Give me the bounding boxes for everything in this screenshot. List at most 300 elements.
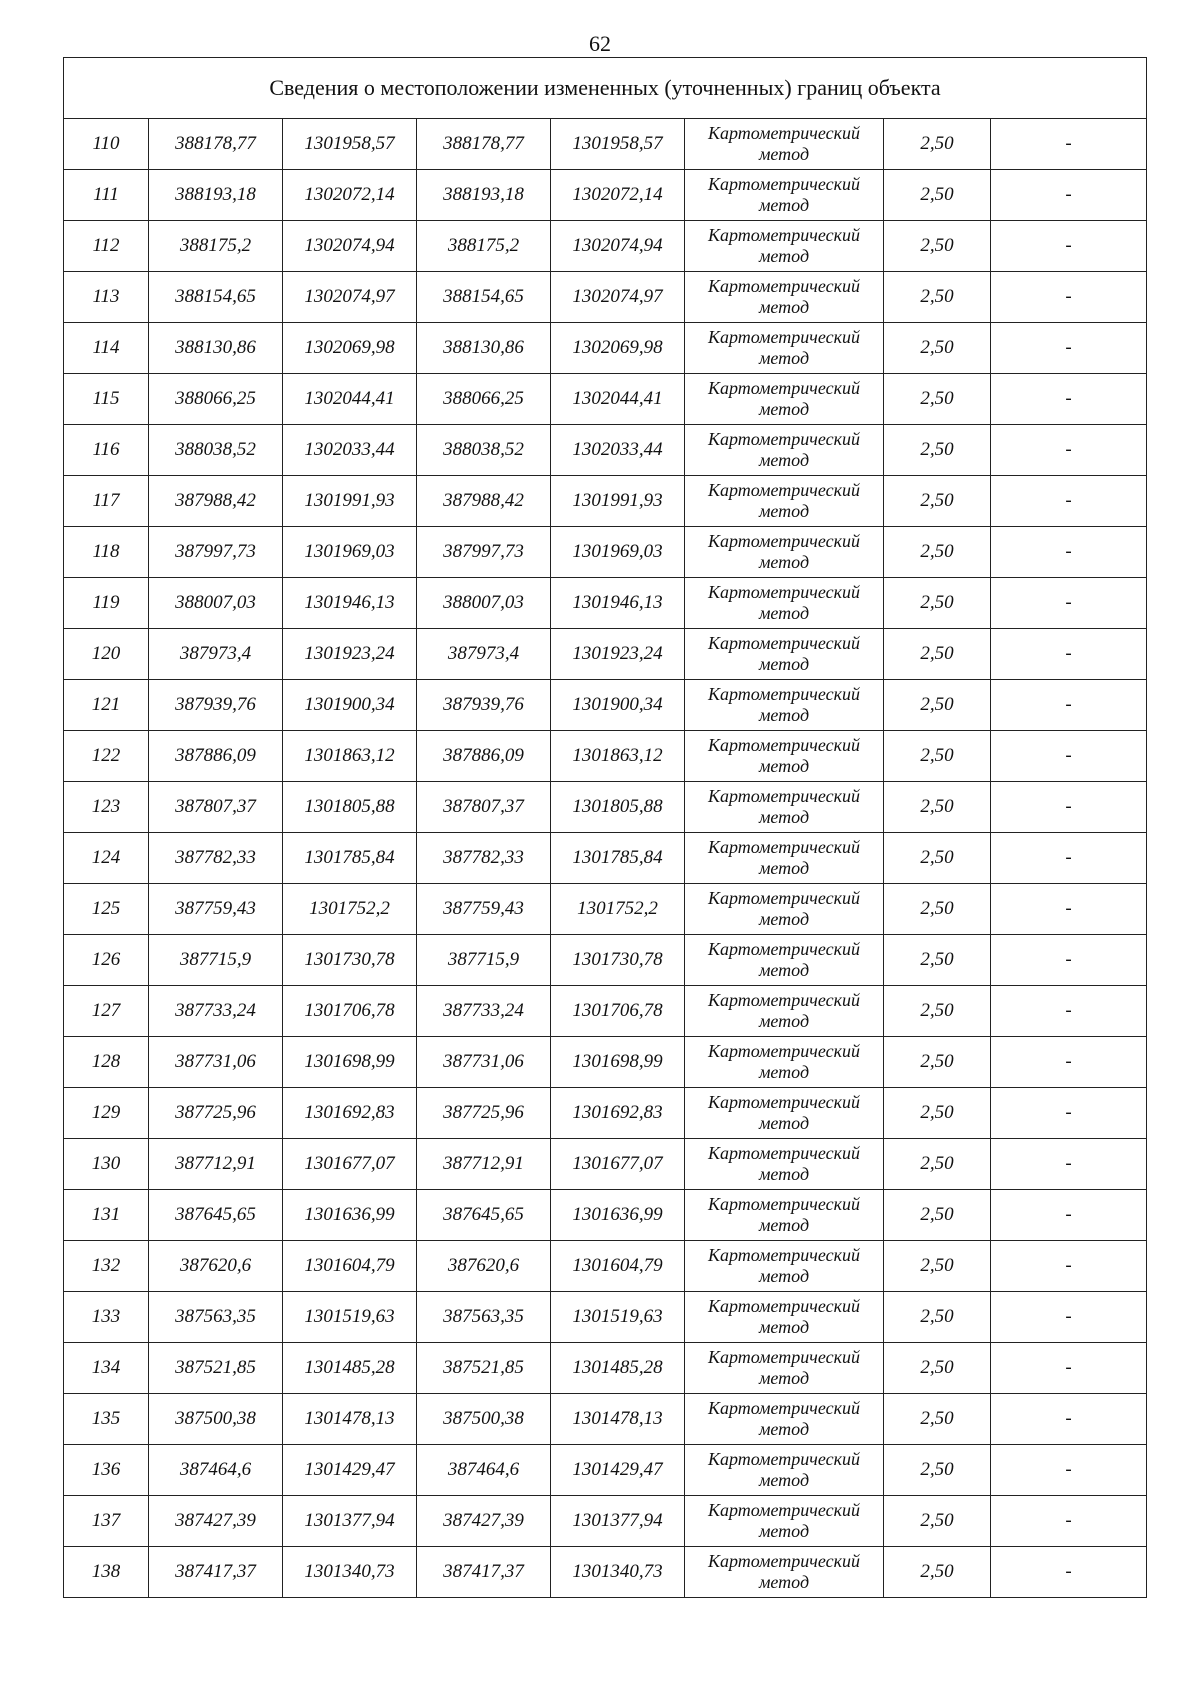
existing-y-cell: 1301900,34 [283,680,417,731]
accuracy-cell: 2,50 [884,1343,991,1394]
new-y-cell: 1301636,99 [551,1190,685,1241]
new-x-cell: 387939,76 [417,680,551,731]
accuracy-cell: 2,50 [884,1394,991,1445]
table-row [64,680,1147,731]
point-number-cell: 111 [64,170,149,221]
method-line-1: Картометрический [707,1347,860,1367]
existing-x-cell: 388066,25 [149,374,283,425]
new-x-cell: 387731,06 [417,1037,551,1088]
existing-x-cell: 387620,6 [149,1241,283,1292]
new-x-cell: 387759,43 [417,884,551,935]
point-number-cell: 122 [64,731,149,782]
new-x-cell: 387782,33 [417,833,551,884]
existing-x-cell: 387997,73 [149,527,283,578]
method-cell [685,1037,884,1088]
table-row [64,1241,1147,1292]
accuracy-cell: 2,50 [884,629,991,680]
accuracy-cell: 2,50 [884,1445,991,1496]
method-cell [685,629,884,680]
existing-y-cell: 1301863,12 [283,731,417,782]
method-line-2: метод [758,756,810,776]
accuracy-cell: 2,50 [884,374,991,425]
new-x-cell: 387645,65 [417,1190,551,1241]
table-row [64,1190,1147,1241]
existing-y-cell: 1301429,47 [283,1445,417,1496]
existing-x-cell: 387521,85 [149,1343,283,1394]
existing-y-cell: 1302033,44 [283,425,417,476]
method-line-1: Картометрический [707,480,860,500]
new-y-cell: 1301900,34 [551,680,685,731]
new-y-cell: 1301485,28 [551,1343,685,1394]
new-y-cell: 1301698,99 [551,1037,685,1088]
point-number-cell: 117 [64,476,149,527]
table-row [64,1292,1147,1343]
new-y-cell: 1301991,93 [551,476,685,527]
new-x-cell: 387464,6 [417,1445,551,1496]
existing-y-cell: 1301636,99 [283,1190,417,1241]
table-row [64,1445,1147,1496]
existing-x-cell: 387427,39 [149,1496,283,1547]
description-cell: - [991,1445,1147,1496]
new-y-cell: 1301785,84 [551,833,685,884]
new-y-cell: 1301677,07 [551,1139,685,1190]
accuracy-cell: 2,50 [884,1292,991,1343]
new-x-cell: 387417,37 [417,1547,551,1598]
description-cell: - [991,884,1147,935]
new-y-cell: 1301805,88 [551,782,685,833]
description-cell: - [991,425,1147,476]
existing-x-cell: 387563,35 [149,1292,283,1343]
method-line-1: Картометрический [707,786,860,806]
description-cell: - [991,170,1147,221]
new-x-cell: 387427,39 [417,1496,551,1547]
existing-x-cell: 387886,09 [149,731,283,782]
new-y-cell: 1301946,13 [551,578,685,629]
method-line-1: Картометрический [707,888,860,908]
method-cell [685,374,884,425]
method-line-2: метод [758,909,810,929]
description-cell: - [991,1292,1147,1343]
accuracy-cell: 2,50 [884,578,991,629]
new-x-cell: 387733,24 [417,986,551,1037]
existing-x-cell: 387973,4 [149,629,283,680]
new-x-cell: 387886,09 [417,731,551,782]
new-y-cell: 1301752,2 [551,884,685,935]
existing-y-cell: 1301706,78 [283,986,417,1037]
method-line-2: метод [758,1368,810,1388]
method-line-2: метод [758,1164,810,1184]
method-line-1: Картометрический [707,684,860,704]
table-row [64,1547,1147,1598]
point-number-cell: 124 [64,833,149,884]
description-cell: - [991,935,1147,986]
page-number: 62 [589,31,611,56]
existing-x-cell: 387464,6 [149,1445,283,1496]
accuracy-cell: 2,50 [884,1496,991,1547]
table-row [64,1343,1147,1394]
existing-x-cell: 388130,86 [149,323,283,374]
existing-y-cell: 1301604,79 [283,1241,417,1292]
method-cell [685,1292,884,1343]
point-number-cell: 136 [64,1445,149,1496]
existing-x-cell: 388193,18 [149,170,283,221]
existing-x-cell: 387725,96 [149,1088,283,1139]
method-cell [685,527,884,578]
point-number-cell: 114 [64,323,149,374]
method-line-2: метод [758,858,810,878]
point-number-cell: 137 [64,1496,149,1547]
existing-y-cell: 1301485,28 [283,1343,417,1394]
point-number-cell: 133 [64,1292,149,1343]
existing-y-cell: 1301752,2 [283,884,417,935]
method-line-2: метод [758,1317,810,1337]
table-row [64,833,1147,884]
point-number-cell: 113 [64,272,149,323]
method-cell [685,935,884,986]
method-line-2: метод [758,1113,810,1133]
table-row [64,1496,1147,1547]
new-x-cell: 388038,52 [417,425,551,476]
new-y-cell: 1301958,57 [551,119,685,170]
table-row [64,1088,1147,1139]
new-x-cell: 387500,38 [417,1394,551,1445]
description-cell: - [991,986,1147,1037]
point-number-cell: 125 [64,884,149,935]
point-number-cell: 119 [64,578,149,629]
method-line-1: Картометрический [707,225,860,245]
existing-x-cell: 387712,91 [149,1139,283,1190]
new-x-cell: 387521,85 [417,1343,551,1394]
method-line-1: Картометрический [707,1092,860,1112]
new-x-cell: 387725,96 [417,1088,551,1139]
method-line-2: метод [758,705,810,725]
new-x-cell: 388175,2 [417,221,551,272]
point-number-cell: 129 [64,1088,149,1139]
table-row [64,374,1147,425]
table-title-row [64,58,1147,119]
new-y-cell: 1301706,78 [551,986,685,1037]
new-x-cell: 387807,37 [417,782,551,833]
table-row [64,119,1147,170]
table-row [64,935,1147,986]
existing-y-cell: 1301946,13 [283,578,417,629]
method-line-1: Картометрический [707,1041,860,1061]
accuracy-cell: 2,50 [884,425,991,476]
new-y-cell: 1301730,78 [551,935,685,986]
method-line-2: метод [758,603,810,623]
new-x-cell: 387715,9 [417,935,551,986]
new-y-cell: 1301478,13 [551,1394,685,1445]
method-cell [685,680,884,731]
new-y-cell: 1301377,94 [551,1496,685,1547]
accuracy-cell: 2,50 [884,527,991,578]
method-cell [685,986,884,1037]
method-cell [685,833,884,884]
existing-y-cell: 1301785,84 [283,833,417,884]
new-y-cell: 1302074,97 [551,272,685,323]
existing-x-cell: 387807,37 [149,782,283,833]
method-line-2: метод [758,297,810,317]
method-cell [685,578,884,629]
table-row [64,884,1147,935]
existing-x-cell: 388007,03 [149,578,283,629]
existing-x-cell: 388038,52 [149,425,283,476]
accuracy-cell: 2,50 [884,731,991,782]
method-line-1: Картометрический [707,1194,860,1214]
existing-y-cell: 1301677,07 [283,1139,417,1190]
method-line-2: метод [758,1215,810,1235]
method-line-1: Картометрический [707,1143,860,1163]
method-cell [685,323,884,374]
method-line-1: Картометрический [707,276,860,296]
method-line-2: метод [758,144,810,164]
point-number-cell: 131 [64,1190,149,1241]
existing-y-cell: 1301340,73 [283,1547,417,1598]
description-cell: - [991,272,1147,323]
new-y-cell: 1301429,47 [551,1445,685,1496]
point-number-cell: 110 [64,119,149,170]
method-line-2: метод [758,450,810,470]
table-row [64,731,1147,782]
point-number-cell: 128 [64,1037,149,1088]
existing-x-cell: 387759,43 [149,884,283,935]
method-line-1: Картометрический [707,1245,860,1265]
accuracy-cell: 2,50 [884,1241,991,1292]
existing-y-cell: 1301692,83 [283,1088,417,1139]
table-row [64,578,1147,629]
point-number-cell: 120 [64,629,149,680]
accuracy-cell: 2,50 [884,476,991,527]
method-cell [685,1445,884,1496]
description-cell: - [991,731,1147,782]
description-cell: - [991,527,1147,578]
existing-y-cell: 1301969,03 [283,527,417,578]
accuracy-cell: 2,50 [884,119,991,170]
method-line-1: Картометрический [707,837,860,857]
accuracy-cell: 2,50 [884,170,991,221]
accuracy-cell: 2,50 [884,935,991,986]
method-line-1: Картометрический [707,174,860,194]
table-row [64,425,1147,476]
method-line-2: метод [758,246,810,266]
method-cell [685,1088,884,1139]
table-row [64,1037,1147,1088]
method-line-2: метод [758,1266,810,1286]
accuracy-cell: 2,50 [884,680,991,731]
new-x-cell: 388154,65 [417,272,551,323]
point-number-cell: 118 [64,527,149,578]
method-cell [685,170,884,221]
new-y-cell: 1301604,79 [551,1241,685,1292]
point-number-cell: 134 [64,1343,149,1394]
point-number-cell: 132 [64,1241,149,1292]
accuracy-cell: 2,50 [884,986,991,1037]
description-cell: - [991,1547,1147,1598]
point-number-cell: 126 [64,935,149,986]
existing-x-cell: 387500,38 [149,1394,283,1445]
method-line-2: метод [758,1521,810,1541]
description-cell: - [991,374,1147,425]
existing-y-cell: 1301923,24 [283,629,417,680]
method-line-1: Картометрический [707,1551,860,1571]
description-cell: - [991,1088,1147,1139]
new-x-cell: 387563,35 [417,1292,551,1343]
existing-x-cell: 387715,9 [149,935,283,986]
existing-y-cell: 1301377,94 [283,1496,417,1547]
method-cell [685,1547,884,1598]
existing-y-cell: 1301991,93 [283,476,417,527]
method-cell [685,1241,884,1292]
method-line-1: Картометрический [707,1500,860,1520]
point-number-cell: 135 [64,1394,149,1445]
description-cell: - [991,323,1147,374]
new-x-cell: 387620,6 [417,1241,551,1292]
table-row [64,629,1147,680]
accuracy-cell: 2,50 [884,782,991,833]
new-y-cell: 1301969,03 [551,527,685,578]
description-cell: - [991,221,1147,272]
existing-y-cell: 1301519,63 [283,1292,417,1343]
new-y-cell: 1301340,73 [551,1547,685,1598]
description-cell: - [991,680,1147,731]
method-cell [685,782,884,833]
description-cell: - [991,1394,1147,1445]
method-cell [685,884,884,935]
description-cell: - [991,629,1147,680]
table-row [64,476,1147,527]
accuracy-cell: 2,50 [884,1190,991,1241]
method-line-2: метод [758,654,810,674]
method-cell [685,476,884,527]
method-line-1: Картометрический [707,1449,860,1469]
accuracy-cell: 2,50 [884,1139,991,1190]
description-cell: - [991,782,1147,833]
existing-y-cell: 1301958,57 [283,119,417,170]
new-x-cell: 387712,91 [417,1139,551,1190]
table-row [64,1139,1147,1190]
point-number-cell: 123 [64,782,149,833]
description-cell: - [991,1037,1147,1088]
new-y-cell: 1301519,63 [551,1292,685,1343]
method-line-1: Картометрический [707,327,860,347]
accuracy-cell: 2,50 [884,833,991,884]
boundary-coordinates-table [63,57,1147,1598]
description-cell: - [991,578,1147,629]
point-number-cell: 138 [64,1547,149,1598]
accuracy-cell: 2,50 [884,1037,991,1088]
method-cell [685,119,884,170]
new-y-cell: 1302044,41 [551,374,685,425]
table-row [64,1394,1147,1445]
description-cell: - [991,476,1147,527]
method-cell [685,272,884,323]
method-line-1: Картометрический [707,735,860,755]
point-number-cell: 115 [64,374,149,425]
point-number-cell: 121 [64,680,149,731]
description-cell: - [991,1241,1147,1292]
existing-y-cell: 1302074,94 [283,221,417,272]
method-cell [685,425,884,476]
method-cell [685,1190,884,1241]
method-line-1: Картометрический [707,123,860,143]
method-line-2: метод [758,348,810,368]
existing-x-cell: 387417,37 [149,1547,283,1598]
point-number-cell: 130 [64,1139,149,1190]
new-y-cell: 1302072,14 [551,170,685,221]
description-cell: - [991,1190,1147,1241]
existing-x-cell: 388175,2 [149,221,283,272]
new-x-cell: 388066,25 [417,374,551,425]
accuracy-cell: 2,50 [884,1088,991,1139]
table-row [64,221,1147,272]
method-line-2: метод [758,552,810,572]
description-cell: - [991,1496,1147,1547]
method-line-2: метод [758,399,810,419]
point-number-cell: 127 [64,986,149,1037]
new-x-cell: 388193,18 [417,170,551,221]
accuracy-cell: 2,50 [884,272,991,323]
accuracy-cell: 2,50 [884,221,991,272]
method-line-1: Картометрический [707,633,860,653]
method-cell [685,1139,884,1190]
method-line-1: Картометрический [707,939,860,959]
existing-x-cell: 387733,24 [149,986,283,1037]
table-row [64,323,1147,374]
table-title: Сведения о местоположении измененных (уточненных) границ объекта [64,58,1147,119]
new-y-cell: 1301863,12 [551,731,685,782]
description-cell: - [991,119,1147,170]
existing-x-cell: 387782,33 [149,833,283,884]
method-line-2: метод [758,807,810,827]
method-line-1: Картометрический [707,429,860,449]
table-row [64,272,1147,323]
table-row [64,527,1147,578]
accuracy-cell: 2,50 [884,1547,991,1598]
method-cell [685,1394,884,1445]
accuracy-cell: 2,50 [884,884,991,935]
new-x-cell: 388007,03 [417,578,551,629]
new-x-cell: 388178,77 [417,119,551,170]
existing-y-cell: 1301478,13 [283,1394,417,1445]
method-line-1: Картометрический [707,1296,860,1316]
method-cell [685,1496,884,1547]
table-body [64,58,1147,1598]
existing-y-cell: 1302072,14 [283,170,417,221]
new-y-cell: 1302069,98 [551,323,685,374]
new-y-cell: 1302033,44 [551,425,685,476]
existing-x-cell: 387731,06 [149,1037,283,1088]
method-line-1: Картометрический [707,531,860,551]
new-y-cell: 1302074,94 [551,221,685,272]
method-line-2: метод [758,1470,810,1490]
method-line-2: метод [758,1062,810,1082]
new-x-cell: 388130,86 [417,323,551,374]
existing-y-cell: 1301805,88 [283,782,417,833]
existing-x-cell: 388154,65 [149,272,283,323]
existing-y-cell: 1302069,98 [283,323,417,374]
existing-y-cell: 1302074,97 [283,272,417,323]
method-line-1: Картометрический [707,990,860,1010]
existing-x-cell: 387939,76 [149,680,283,731]
method-line-2: метод [758,1572,810,1592]
description-cell: - [991,833,1147,884]
point-number-cell: 112 [64,221,149,272]
table-row [64,986,1147,1037]
method-cell [685,221,884,272]
method-line-1: Картометрический [707,1398,860,1418]
method-line-1: Картометрический [707,582,860,602]
method-line-1: Картометрический [707,378,860,398]
